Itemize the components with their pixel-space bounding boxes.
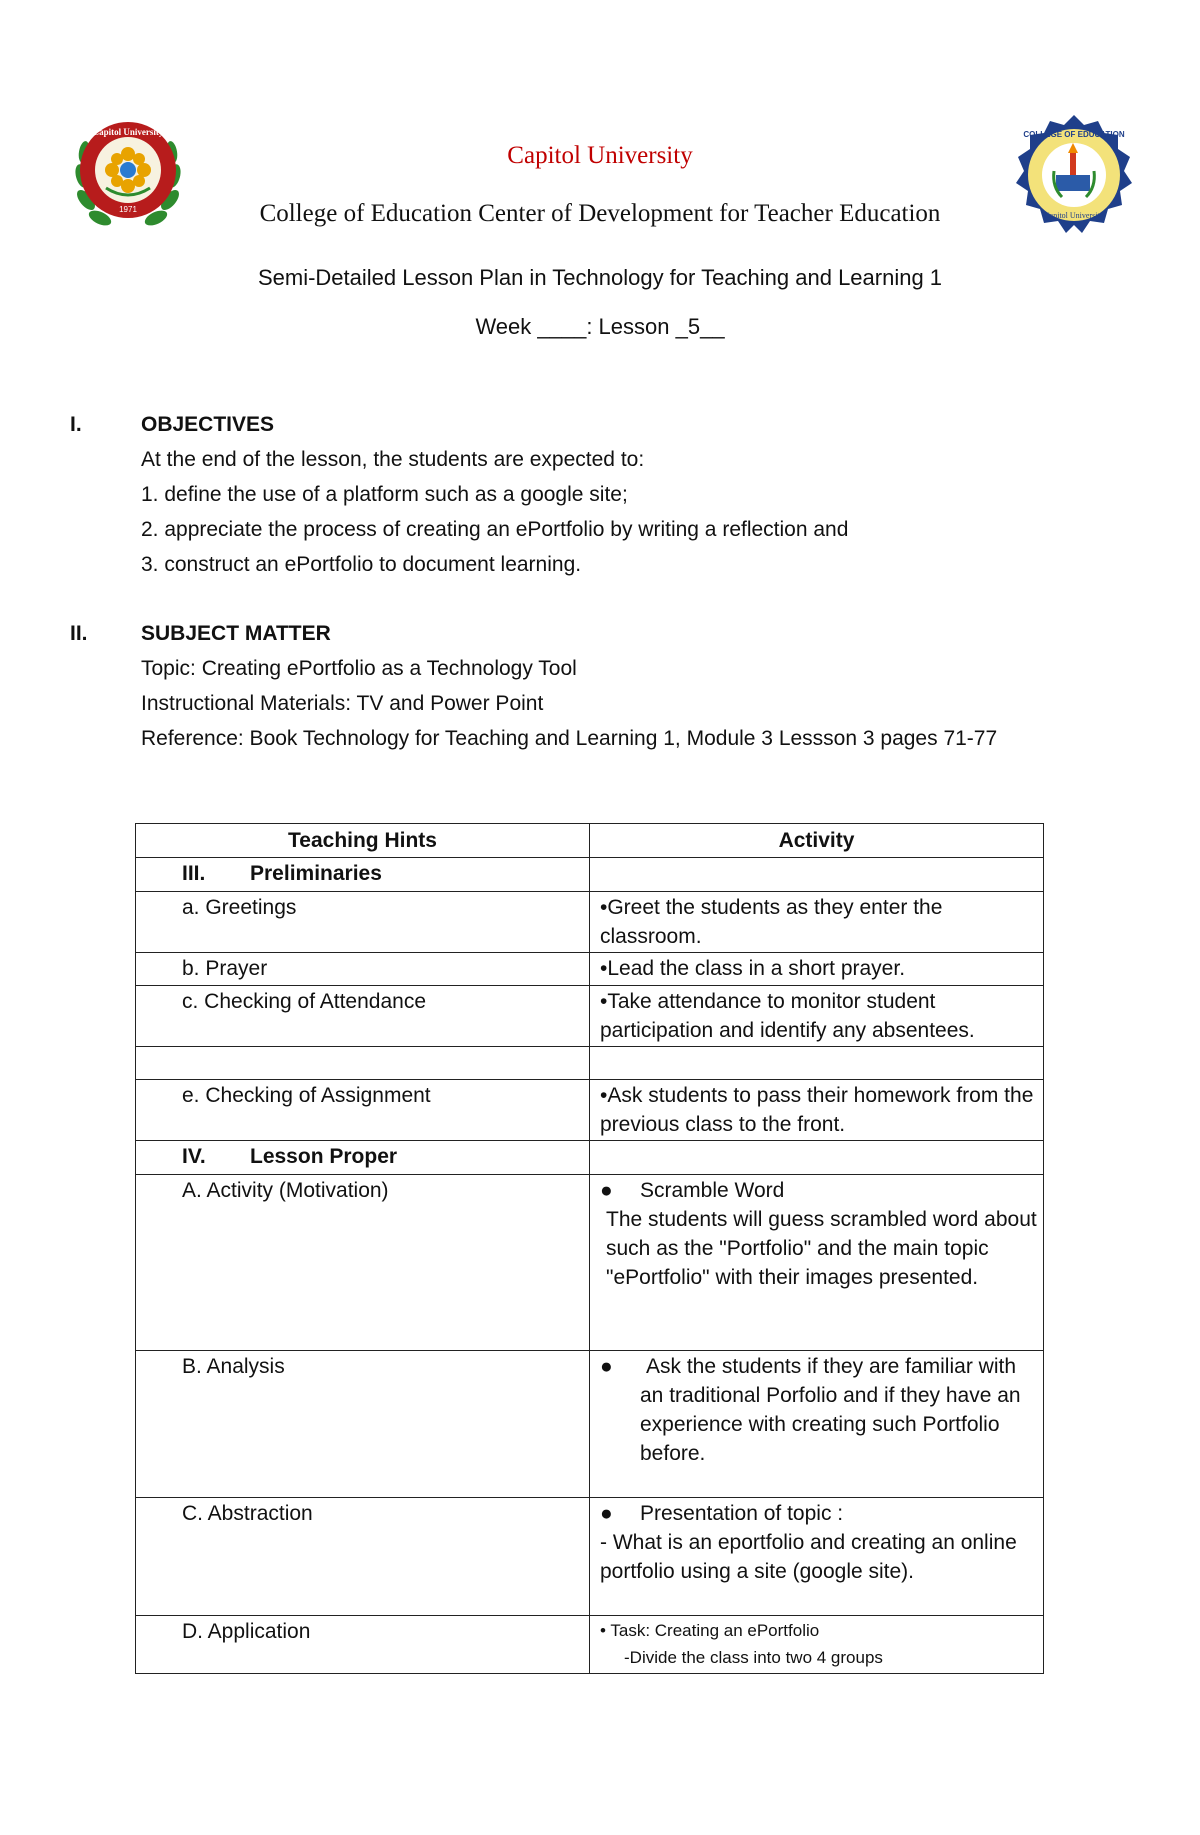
activity-cell: [590, 1498, 1044, 1616]
hint-cell: b. Prayer: [136, 953, 590, 986]
activity-cell: [590, 1616, 1044, 1674]
right-logo-name: Capitol University: [1044, 211, 1104, 220]
lesson-table: [135, 823, 1044, 1674]
table-row: [136, 1047, 1044, 1080]
activity-text: The students will guess scrambled word about such as the "Portfolio" and the main topic "ePortfolio" with their images presented.: [606, 1208, 1037, 1289]
activity-cell: [590, 1175, 1044, 1351]
application-line-1: • Task: Creating an ePortfolio: [600, 1621, 820, 1640]
objectives-number: I.: [70, 413, 82, 436]
week-lesson-line: Week ____: Lesson _5__: [475, 314, 725, 339]
table-row: [136, 1175, 1044, 1351]
activity-cell: •Lead the class in a short prayer.: [590, 953, 1044, 986]
table-row: [136, 1141, 1044, 1175]
university-name: Capitol University: [507, 142, 693, 169]
bullet-icon: ●: [600, 1502, 613, 1525]
left-logo-name: Capitol University: [92, 127, 164, 137]
hint-cell: c. Checking of Attendance: [136, 986, 590, 1047]
objectives-intro: At the end of the lesson, the students are expected to:: [141, 448, 645, 471]
subject-matter-heading: SUBJECT MATTER: [141, 622, 331, 645]
hint-cell: D. Application: [136, 1616, 590, 1674]
objective-item: 1. define the use of a platform such as a google site;: [141, 483, 628, 506]
objective-item: 2. appreciate the process of creating an ePortfolio by writing a reflection and: [141, 518, 849, 541]
activity-cell: [590, 1351, 1044, 1498]
preliminaries-cell: [136, 858, 590, 892]
lesson-plan-title: Semi-Detailed Lesson Plan in Technology for Teaching and Learning 1: [257, 265, 943, 290]
abstraction-text: - What is an eportfolio and creating an online portfolio using a site (google site).: [600, 1531, 1017, 1583]
lesson-proper-label: Lesson Proper: [250, 1145, 398, 1168]
hint-cell: a. Greetings: [136, 892, 590, 953]
right-logo-title: COLLEGE OF EDUCATION: [1023, 130, 1125, 139]
empty-cell: [590, 858, 1044, 892]
lesson-proper-cell: [136, 1141, 590, 1175]
hint-cell: B. Analysis: [136, 1351, 590, 1498]
empty-cell: [136, 1047, 590, 1080]
header-teaching-hints: Teaching Hints: [136, 824, 590, 858]
college-name: College of Education Center of Development for Teacher Education: [259, 200, 941, 227]
subject-matter-number: II.: [70, 622, 88, 645]
hint-cell: e. Checking of Assignment: [136, 1080, 590, 1141]
activity-cell: •Ask students to pass their homework from the previous class to the front.: [590, 1080, 1044, 1141]
application-line-2: -Divide the class into two 4 groups: [624, 1648, 883, 1667]
analysis-bullet: Ask the students if they are familiar with an traditional Porfolio and if they have an experience with creating such Portfolio before.: [640, 1355, 1021, 1465]
preliminaries-number: III.: [182, 862, 206, 885]
header-activity: Activity: [590, 824, 1044, 858]
preliminaries-label: Preliminaries: [250, 862, 382, 885]
table-row: [136, 892, 1044, 953]
table-row: [136, 858, 1044, 892]
lesson-proper-number: IV.: [182, 1145, 206, 1168]
subject-materials: Instructional Materials: TV and Power Point: [141, 692, 544, 715]
activity-bullet: Scramble Word: [640, 1179, 785, 1202]
table-row: [136, 1616, 1044, 1674]
empty-cell: [590, 1047, 1044, 1080]
bullet-icon: ●: [600, 1355, 613, 1378]
table-row: [136, 986, 1044, 1047]
subject-topic: Topic: Creating ePortfolio as a Technology Tool: [141, 657, 577, 680]
subject-reference: Reference: Book Technology for Teaching and Learning 1, Module 3 Lessson 3 pages 71-77: [141, 727, 998, 750]
activity-cell: •Greet the students as they enter the classroom.: [590, 892, 1044, 953]
bullet-icon: ●: [600, 1179, 613, 1202]
hint-cell: C. Abstraction: [136, 1498, 590, 1616]
objectives-heading: OBJECTIVES: [141, 413, 275, 436]
left-logo-year: 1971: [119, 205, 137, 214]
table-row: [136, 1498, 1044, 1616]
table-row: [136, 953, 1044, 986]
table-row: [136, 1351, 1044, 1498]
table-row: [136, 1080, 1044, 1141]
objective-item: 3. construct an ePortfolio to document learning.: [141, 553, 582, 576]
hint-cell: A. Activity (Motivation): [136, 1175, 590, 1351]
activity-cell: •Take attendance to monitor student participation and identify any absentees.: [590, 986, 1044, 1047]
empty-cell: [590, 1141, 1044, 1175]
abstraction-bullet: Presentation of topic :: [640, 1502, 844, 1525]
